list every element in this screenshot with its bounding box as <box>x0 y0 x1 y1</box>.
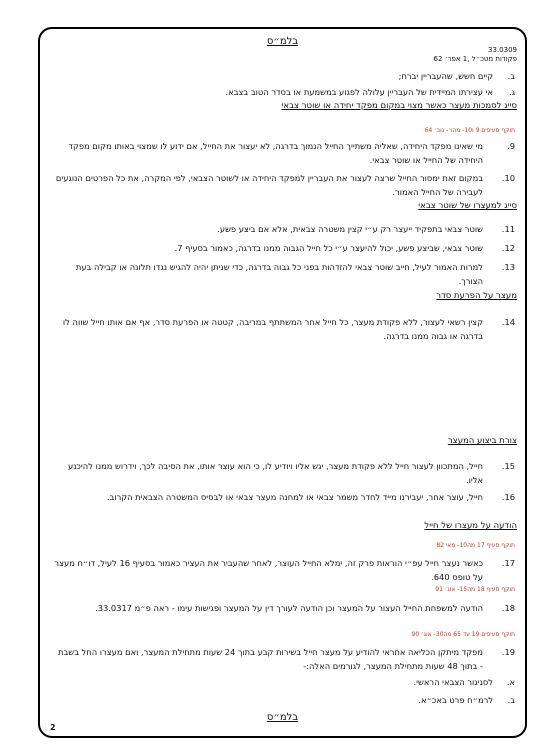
classification-header: בלמ״ס <box>266 36 299 47</box>
paragraph-number: 10. <box>501 173 515 183</box>
amendment-note: תוקף סעיף 18 מה15- אוג׳ 91 <box>435 586 515 593</box>
paragraph-text: חייל, עוצר אחר, יעבירנו מייד לחדר משמר צבאי או למחנה מעצר צבאי או לבסיס המשטרה הצבאית הקרוב. <box>106 492 483 502</box>
item-number: ב. <box>507 71 515 81</box>
paragraph-text: קצין רשאי לעצור, ללא פקודת מעצר, כל חייל אחר המשתתף במריבה, קטטה או הפרעת סדר, אף אם אותו חייל שווה לו בדרגה או גבוה ממנו בדרגה. <box>62 317 483 341</box>
paragraph-text: שוטר צבאי בתפקיד ייעצר רק ע״י קצין משטרה צבאית, אלא אם ביצע פשע. <box>217 224 483 234</box>
doc-number: 33.0309 <box>488 46 517 54</box>
paragraph-text: חייל, המתכוון לעצור חייל ללא פקודת מעצר, יגש אליו ויודיע לו, כי הוא עוצר אותו, את הסיבה לכך, וידרוש ממנו להיכנע אליו. <box>68 461 483 485</box>
paragraph-number: 12. <box>501 243 515 253</box>
list-item <box>418 693 515 707</box>
paragraph-number: 17. <box>501 558 515 568</box>
paragraph-text: הודעה למשפחת החייל העצור על המעצר וכן הודעה לעורך דין על המעצר ופגישות עימו - ראה פ״מ 33.0317. <box>95 603 483 613</box>
paragraph-number: 18. <box>501 603 515 613</box>
item-number: ב. <box>507 695 515 705</box>
list-item <box>399 69 515 83</box>
paragraph-number: 13. <box>501 262 515 272</box>
paragraph-number: 11. <box>501 224 515 234</box>
paragraph-text: מי שאינו מפקד היחידה, שאליה משתייך החייל הנמוך בדרגה, לא יעצור את החייל, אם ידוע לו שמצוי באותו מקום מפקד היחידה של החייל או שוטר צבאי. <box>68 141 483 165</box>
amendment-note: תוקף סעיפים 19 עד 65 מה30- אוג׳ 90 <box>411 631 515 638</box>
list-item <box>226 85 515 99</box>
paragraph-number: 15. <box>501 461 515 471</box>
paragraph-text: למרות האמור לעיל, חייב שוטר צבאי להזדהות בפני כל גבוה בדרגה, כדי שניתן יהיה להגיש נגדו תלונה או קבילה בעת הצורך. <box>75 262 483 286</box>
item-text: לסניגור הצבאי הראשי. <box>413 677 493 687</box>
section-heading: הודעה על מעצרו של חייל <box>424 521 517 531</box>
paragraph-number: 19. <box>501 647 515 657</box>
paragraph-number: 16. <box>501 492 515 502</box>
list-item <box>414 675 515 689</box>
paragraph-number: 9. <box>507 141 515 151</box>
section-heading: סייג למעצרו של שוטר צבאי <box>418 201 517 211</box>
item-text: לרמ״ח פרט באכ״א. <box>418 695 493 705</box>
paragraph-text: מפקד מיתקן הכליאה אחראי להודיע על מעצר חייל בשירות קבע בתוך 24 שעות מתחילת המעצר, ואם מעצרו החל בשבת - בתוך 48 שעות מתחילת המעצר, לגורמים האלה:- <box>58 647 483 671</box>
paragraph-text: כאשר נעצר חייל עפ״י הוראות פרק זה, ימלא החייל העוצר, לאחר שהעביר את העציר כאמור בסעיף 16 לעיל, דו״ח מעצר על טופס 640. <box>54 558 483 582</box>
document-number <box>433 46 517 64</box>
amendment-note: תוקף סעיף 17 מה10- מאי 82 <box>436 542 515 549</box>
paragraph-text: במקום זאת ימסור החייל שרצה לעצור את העבריין למפקד היחידה או לשוטר הצבאי, לפי המקרה, את כל הפרטים הנוגעים לעבירה של החייל האמור. <box>55 173 483 197</box>
item-text: קיים חשש, שהעבריין יברח; <box>398 71 493 81</box>
amendment-note: תוקף סעיפים 9 ו10- מהו׳- נוב׳ 64 <box>424 127 515 134</box>
page-number: 2 <box>50 723 56 732</box>
classification-footer: בלמ״ס <box>266 712 299 723</box>
section-heading: סייג לסמכות מעצר כאשר מצוי במקום מפקד יחידה או שוטר צבאי <box>281 101 517 111</box>
doc-reference: פקודות מטכ״ל ,1 אפר׳ 62 <box>433 55 517 63</box>
paragraph-number: 14. <box>501 317 515 327</box>
item-number: ג. <box>508 87 515 97</box>
document-page <box>38 27 527 738</box>
item-number: א. <box>506 677 515 687</box>
paragraph-text: שוטר צבאי, שביצע פשע, יכול להיעצר ע״י כל חייל הגבוה ממנו בדרגה, כאמור בסעיף 7. <box>174 243 483 253</box>
section-heading: צורת ביצוע המעצר <box>447 436 517 446</box>
section-heading: מעצר על הפרעת סדר <box>436 291 517 301</box>
item-text: אי עצירתו המיידית של העבריין עלולה לפגוע במשמעת או בסדר הטוב בצבא. <box>225 87 493 97</box>
